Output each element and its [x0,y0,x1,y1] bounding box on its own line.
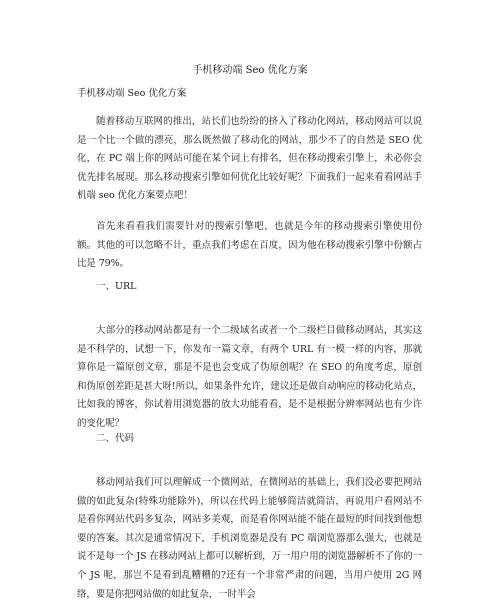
intro-paragraph: 随着移动互联网的推出，站长们也纷纷的挤入了移动化网站，移动网站可以说是一个比一个做的漂亮，那么既然做了移动化的网站，那少不了的自然是 SEO 优化，在 PC 端上你的网站可能在某个词上有排名，但在移动搜索引擎上，未必你会优先排名展现。那么移动搜索引擎如何优化比较好呢？下面我们一起来看看网站手机端 seo 优化方案要点吧！ [77,116,422,202]
code-paragraph: 移动网站我们可以理解成一个微网站，在微网站的基础上，我们没必要把网站做的如此复杂(特殊功能除外)，所以在代码上能够简洁就简洁，再说用户看网站不是看你网站代码多复杂，网站多美观，而是看你网站能不能在最短的时间找到他想要的答案。其次是通常情况下，手机浏览器是没有 PC 端浏览器那么强大，也就是说不是每一个 JS 在移动网站上都可以解析到，万一用户用的浏览器解析不了你的一个 JS 呢，那岂不是看到乱糟糟的?还有一个非常严肃的问题，当用户使用 2G 网络，要是你把网站做的如此复杂，一时半会 [77,477,422,600]
section-heading-code: 二、代码 [96,433,135,444]
document-subtitle: 手机移动端 Seo 优化方案 [77,88,187,99]
section-heading-url: 一、URL [96,281,137,292]
url-paragraph: 大部分的移动网站都是有一个二级域名或者一个二级栏目做移动网站，其实这是不科学的，试想一下，你发布一篇文章，有两个 URL 有一模一样的内容，那就算你是一篇原创文章，那是不是也会变成了伪原创呢？在 SEO 的角度考虑，原创和伪原创差距是甚大呀!所以，如果条件允许，建议还是做自动响应的移动化站点，比如我的博客，你试着用浏览器的放大功能看看，是不是根据分辨率网站也有少许的变化呢？ [77,325,422,429]
search-engine-paragraph: 首先来看看我们需要针对的搜索引擎吧，也就是今年的移动搜索引擎使用份额。其他的可以忽略不计，重点我们考虑在百度，因为他在移动搜索引擎中份额占比是 79%。 [77,221,422,270]
document-title: 手机移动端 Seo 优化方案 [192,65,308,76]
